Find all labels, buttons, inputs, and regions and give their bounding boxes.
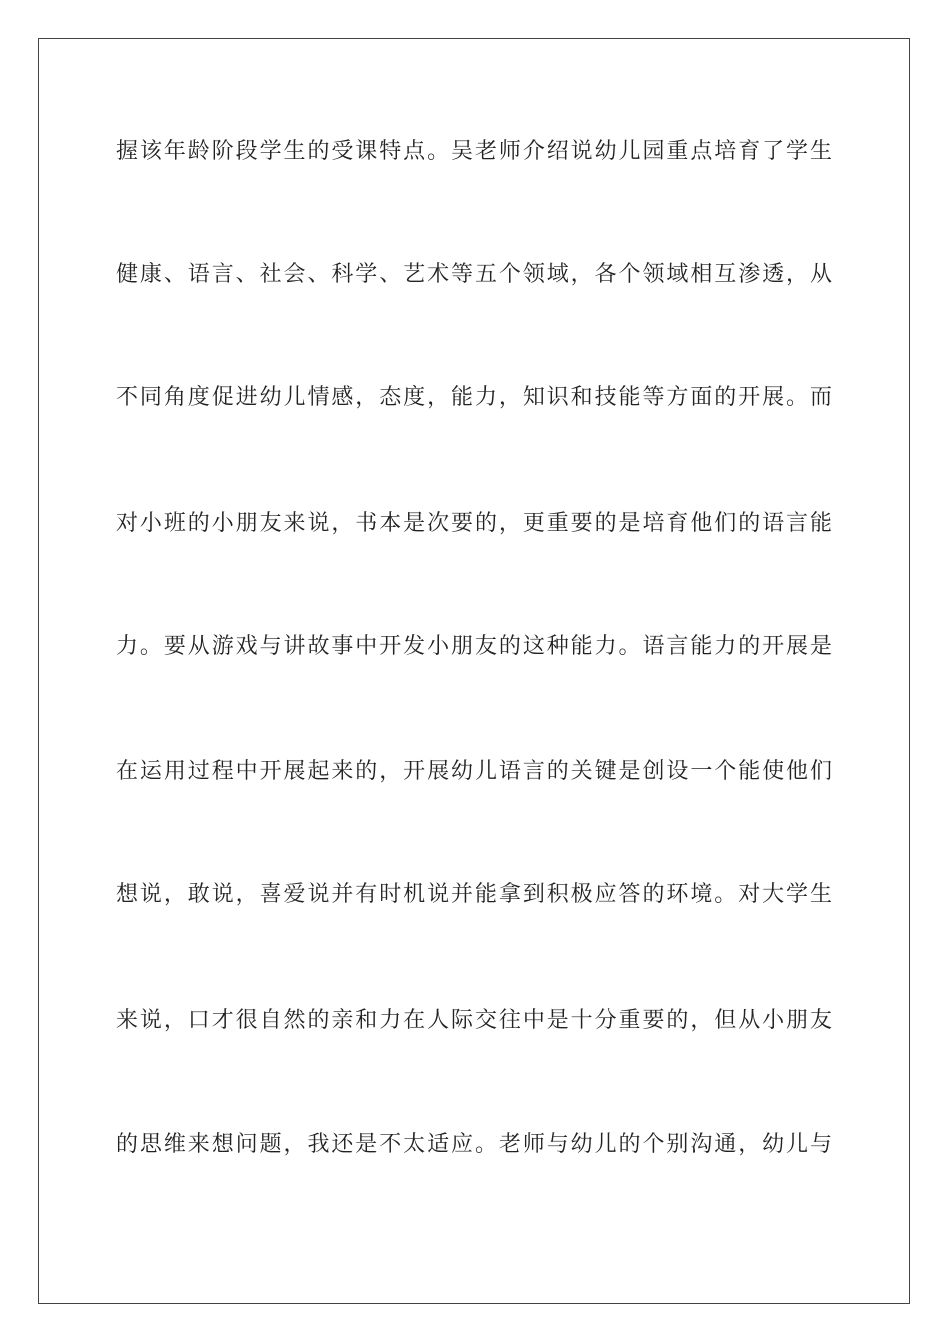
text-line-5: 力。要从游戏与讲故事中开发小朋友的这种能力。语言能力的开展是 [116, 634, 832, 659]
text-line-4: 对小班的小朋友来说，书本是次要的，更重要的是培育他们的语言能 [116, 511, 832, 536]
text-line-3: 不同角度促进幼儿情感，态度，能力，知识和技能等方面的开展。而 [116, 385, 832, 410]
text-line-6: 在运用过程中开展起来的，开展幼儿语言的关键是创设一个能使他们 [116, 759, 832, 784]
text-line-9: 的思维来想问题，我还是不太适应。老师与幼儿的个别沟通，幼儿与 [116, 1132, 832, 1157]
text-line-2: 健康、语言、社会、科学、艺术等五个领域，各个领域相互渗透，从 [116, 262, 832, 287]
text-line-7: 想说，敢说，喜爱说并有时机说并能拿到积极应答的环境。对大学生 [116, 882, 832, 907]
text-line-8: 来说，口才很自然的亲和力在人际交往中是十分重要的，但从小朋友 [116, 1008, 832, 1033]
text-line-1: 握该年龄阶段学生的受课特点。吴老师介绍说幼儿园重点培育了学生 [116, 139, 832, 164]
page-border [38, 38, 910, 1304]
